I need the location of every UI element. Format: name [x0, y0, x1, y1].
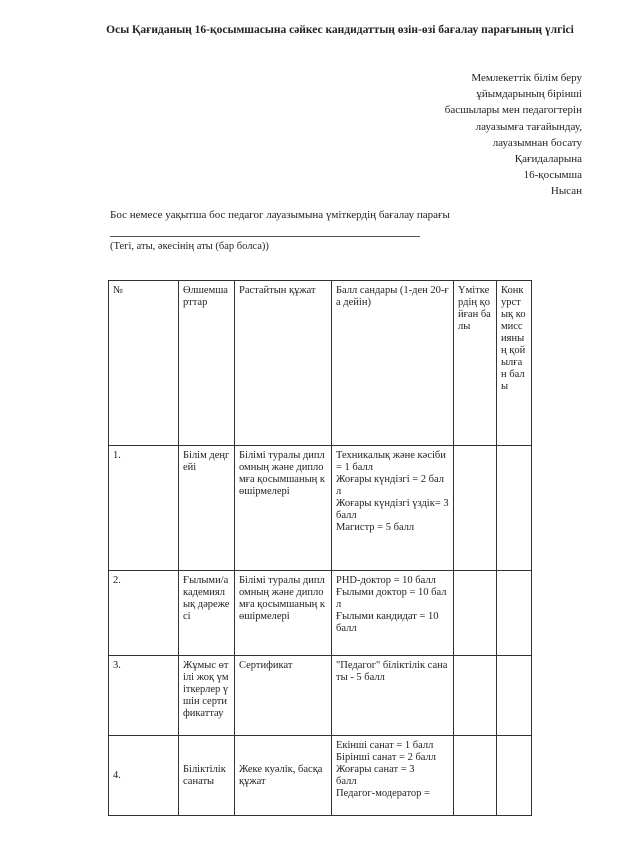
points-line: Бірінші санат = 2 балл: [336, 752, 437, 763]
row-criteria: Жұмыс өтілі жоқ үміткерлер үшін сертификаттау: [179, 656, 235, 736]
name-fill-caption: (Тегі, аты, әкесінің аты (бар болса)): [110, 241, 269, 252]
points-line: балл: [336, 510, 357, 521]
appendix-note: [382, 70, 582, 200]
row-number: 1.: [109, 446, 179, 571]
commission-score-cell[interactable]: [497, 736, 532, 816]
table-row: [109, 736, 532, 816]
row-criteria: Біліктілік санаты: [179, 736, 235, 816]
table-row: [109, 656, 532, 736]
row-document: Сертификат: [235, 656, 332, 736]
row-number: 2.: [109, 571, 179, 656]
row-document: Жеке куәлік, басқа құжат: [235, 736, 332, 816]
row-criteria: Білім деңгейі: [179, 446, 235, 571]
points-line: Екінші санат = 1 балл: [336, 740, 434, 751]
candidate-score-cell[interactable]: [454, 656, 497, 736]
appendix-note-line: лауазымға тағайындау,: [475, 120, 582, 133]
points-line: Ғылыми кандидат = 10: [336, 611, 439, 622]
header-no: №: [109, 281, 179, 446]
evaluation-table: [108, 280, 532, 816]
row-document: Білімі туралы дипломның және дипломға қосымшаның көшірмелері: [235, 571, 332, 656]
row-points: [332, 656, 454, 736]
appendix-note-line: 16-қосымша: [523, 169, 582, 182]
commission-score-cell[interactable]: [497, 446, 532, 571]
points-line: = 1 балл: [336, 462, 373, 473]
appendix-note-line: Нысан: [550, 185, 582, 198]
row-points: [332, 736, 454, 816]
points-line: балл: [336, 776, 357, 787]
points-line: Ғылыми доктор = 10 балл: [336, 587, 447, 610]
row-number: 4.: [109, 736, 179, 816]
points-line: Жоғары санат = 3: [336, 764, 415, 775]
appendix-note-line: Қағидаларына: [514, 153, 582, 166]
header-candidate-score: Үміткердің қойған балы: [454, 281, 497, 446]
commission-score-cell[interactable]: [497, 571, 532, 656]
points-line: Магистр = 5 балл: [336, 522, 415, 533]
points-line: Жоғары күндізгі үздік= 3: [336, 498, 449, 509]
points-line: PHD-доктор = 10 балл: [336, 575, 436, 586]
row-document: Білімі туралы дипломның және дипломға қосымшаның көшірмелері: [235, 446, 332, 571]
appendix-note-line: басшылары мен педагогтерін: [444, 104, 582, 117]
name-fill-line[interactable]: [110, 236, 420, 237]
table-header-row: [109, 281, 532, 446]
header-points: Балл сандары (1-ден 20-ға дейін): [332, 281, 454, 446]
points-line: Техникалық және кәсіби: [336, 450, 446, 461]
header-criteria: Өлшемшарттар: [179, 281, 235, 446]
header-commission-score: Конкурстық комиссияның қойылған балы: [497, 281, 532, 446]
table-row: [109, 446, 532, 571]
appendix-note-line: Мемлекеттік білім беру: [471, 72, 582, 84]
appendix-note-line: лауазымнан босату: [492, 136, 582, 149]
candidate-score-cell[interactable]: [454, 571, 497, 656]
candidate-score-cell[interactable]: [454, 446, 497, 571]
header-document: Растайтын құжат: [235, 281, 332, 446]
document-title: Осы Қағиданың 16-қосымшасына сәйкес кандидаттың өзін-өзі бағалау парағының үлгісі: [106, 24, 574, 36]
row-criteria: Ғылыми/академиялық дәрежесі: [179, 571, 235, 656]
points-line: балл: [336, 623, 357, 634]
row-points: [332, 571, 454, 656]
candidate-score-cell[interactable]: [454, 736, 497, 816]
appendix-note-line: ұйымдарының бірінші: [476, 88, 582, 101]
row-points: [332, 446, 454, 571]
sheet-label: Бос немесе уақытша бос педагог лауазымына үміткердің бағалау парағы: [110, 209, 450, 221]
row-number: 3.: [109, 656, 179, 736]
points-line: Жоғары күндізгі = 2 балл: [336, 474, 445, 497]
points-line: "Педагог" біліктілік санаты - 5 балл: [336, 660, 448, 683]
commission-score-cell[interactable]: [497, 656, 532, 736]
table-row: [109, 571, 532, 656]
points-line: Педагог-модератор =: [336, 788, 430, 799]
